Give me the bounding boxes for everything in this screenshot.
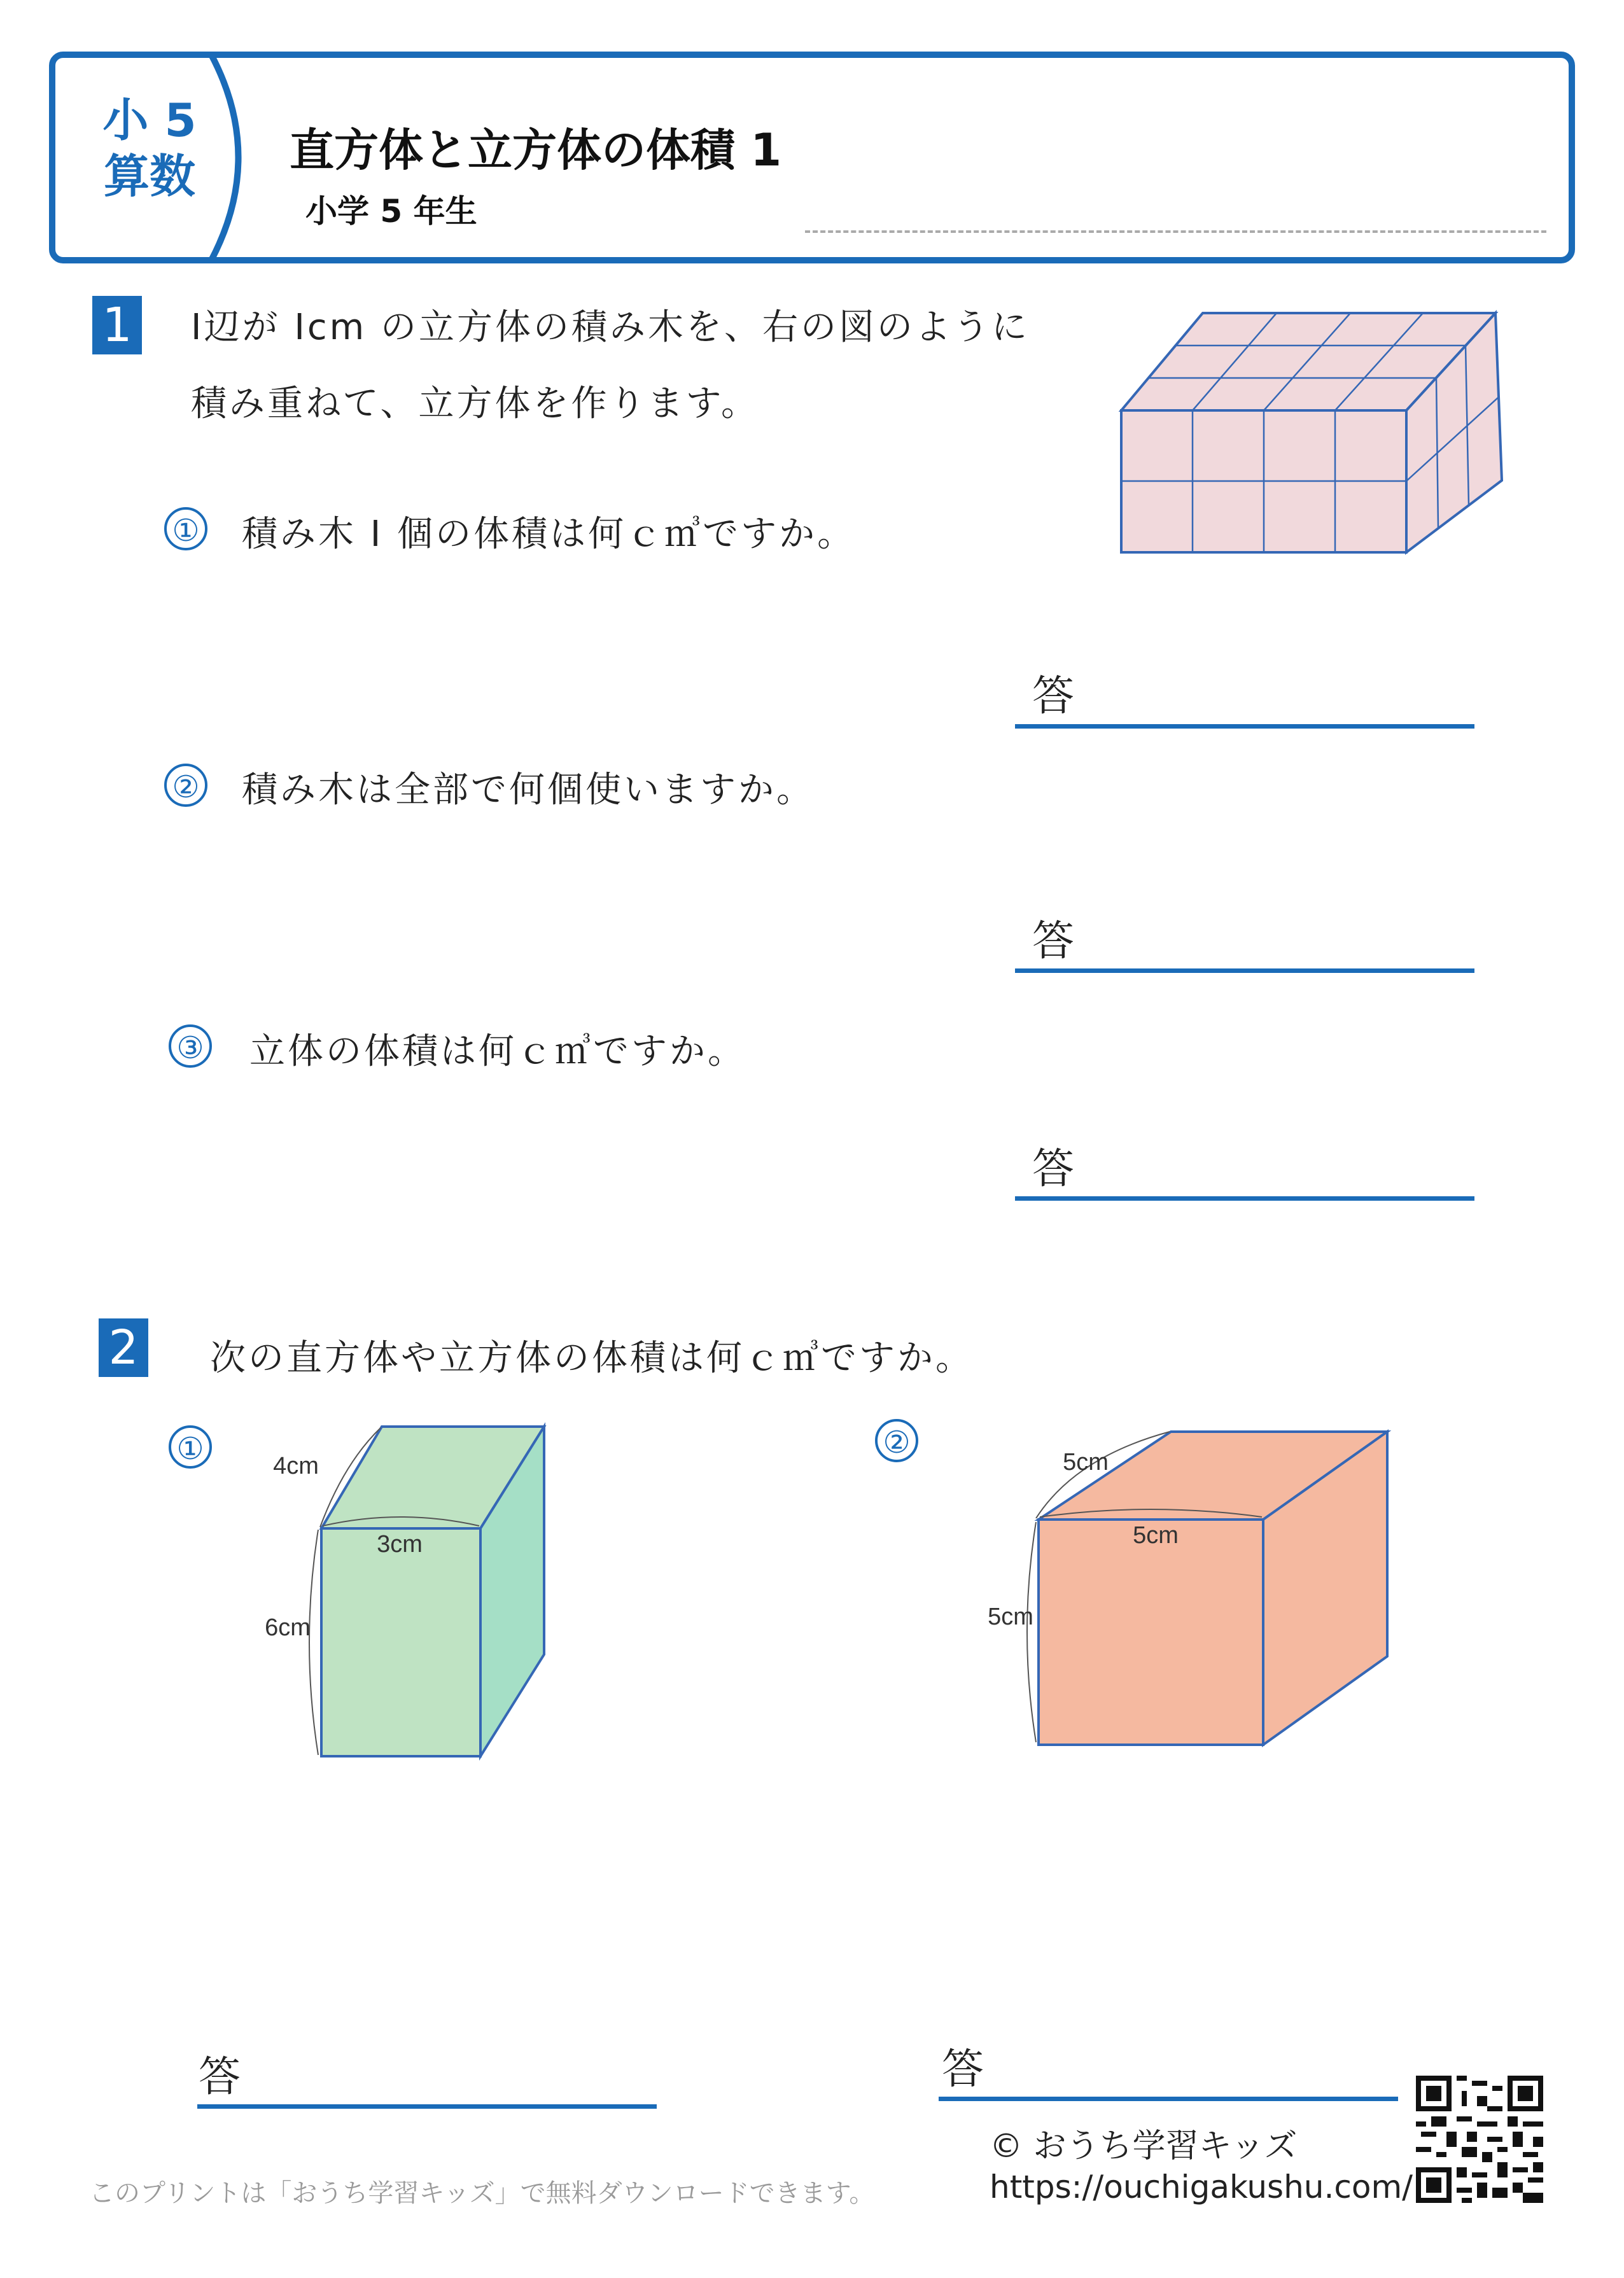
q2-text: 次の直方体や立方体の体積は何ｃ㎥ですか。 xyxy=(210,1338,974,1379)
q2-fig1-number: ① xyxy=(169,1425,212,1469)
q2-fig1-height-label: 6cm xyxy=(265,1614,311,1641)
q1-badge: 1 xyxy=(92,296,142,354)
q1-sub2-answer-line[interactable] xyxy=(1015,968,1474,973)
q1-sub3-answer-line[interactable] xyxy=(1015,1196,1474,1201)
site-url-link[interactable]: https://ouchigakushu.com/ xyxy=(990,2169,1413,2205)
q2-fig2-depth-label: 5cm xyxy=(1063,1449,1109,1476)
q2-fig1-cuboid xyxy=(255,1413,560,1769)
q2-fig2-answer-line[interactable] xyxy=(939,2097,1398,2101)
grade-line2: 算数 xyxy=(103,150,195,203)
q1-sub2-number: ② xyxy=(164,764,207,807)
q2-fig1-width-label: 3cm xyxy=(377,1531,423,1558)
q1-sub1-number: ① xyxy=(164,507,207,550)
footer-note: このプリントは「おうち学習キッズ」で無料ダウンロードできます。 xyxy=(89,2179,875,2208)
copyright: © おうち学習キッズ xyxy=(990,2127,1298,2165)
name-write-line[interactable] xyxy=(805,230,1546,233)
q2-fig2-height-label: 5cm xyxy=(988,1604,1033,1630)
qr-code-icon xyxy=(1416,2076,1543,2203)
q2-fig1-depth-label: 4cm xyxy=(273,1453,319,1479)
q2-badge: 2 xyxy=(99,1318,148,1377)
page-title: 直方体と立方体の体積 1 xyxy=(290,124,782,176)
q2-fig1-answer-line[interactable] xyxy=(197,2104,657,2109)
grade-line1: 小 5 xyxy=(102,94,197,147)
q1-sub1-text: 積み木 Ⅰ 個の体積は何ｃ㎥ですか。 xyxy=(242,514,856,555)
q1-sub3-number: ③ xyxy=(169,1024,212,1068)
q2-fig2-cube xyxy=(967,1413,1413,1769)
q2-fig1-answer-label: 答 xyxy=(199,2052,241,2101)
q1-text-line2: 積み重ねて、立方体を作ります。 xyxy=(191,383,759,424)
grade-label xyxy=(89,92,210,204)
q1-sub1-answer-line[interactable] xyxy=(1015,724,1474,729)
q2-fig2-number: ② xyxy=(875,1419,918,1462)
page-subtitle: 小学 5 年生 xyxy=(305,193,477,230)
q1-sub2-text: 積み木は全部で何個使いますか。 xyxy=(242,769,815,811)
q2-fig2-width-label: 5cm xyxy=(1133,1522,1179,1549)
q1-sub3-text: 立体の体積は何ｃ㎥ですか。 xyxy=(249,1031,746,1072)
q1-text-line1: Ⅰ辺が Ⅰcm の立方体の積み木を、右の図のように xyxy=(191,307,1030,348)
q2-fig2-answer-label: 答 xyxy=(942,2044,984,2093)
q1-sub3-answer-label: 答 xyxy=(1032,1144,1074,1193)
stacked-blocks-figure xyxy=(1114,305,1508,560)
q1-sub1-answer-label: 答 xyxy=(1032,671,1074,720)
q1-sub2-answer-label: 答 xyxy=(1032,916,1074,965)
